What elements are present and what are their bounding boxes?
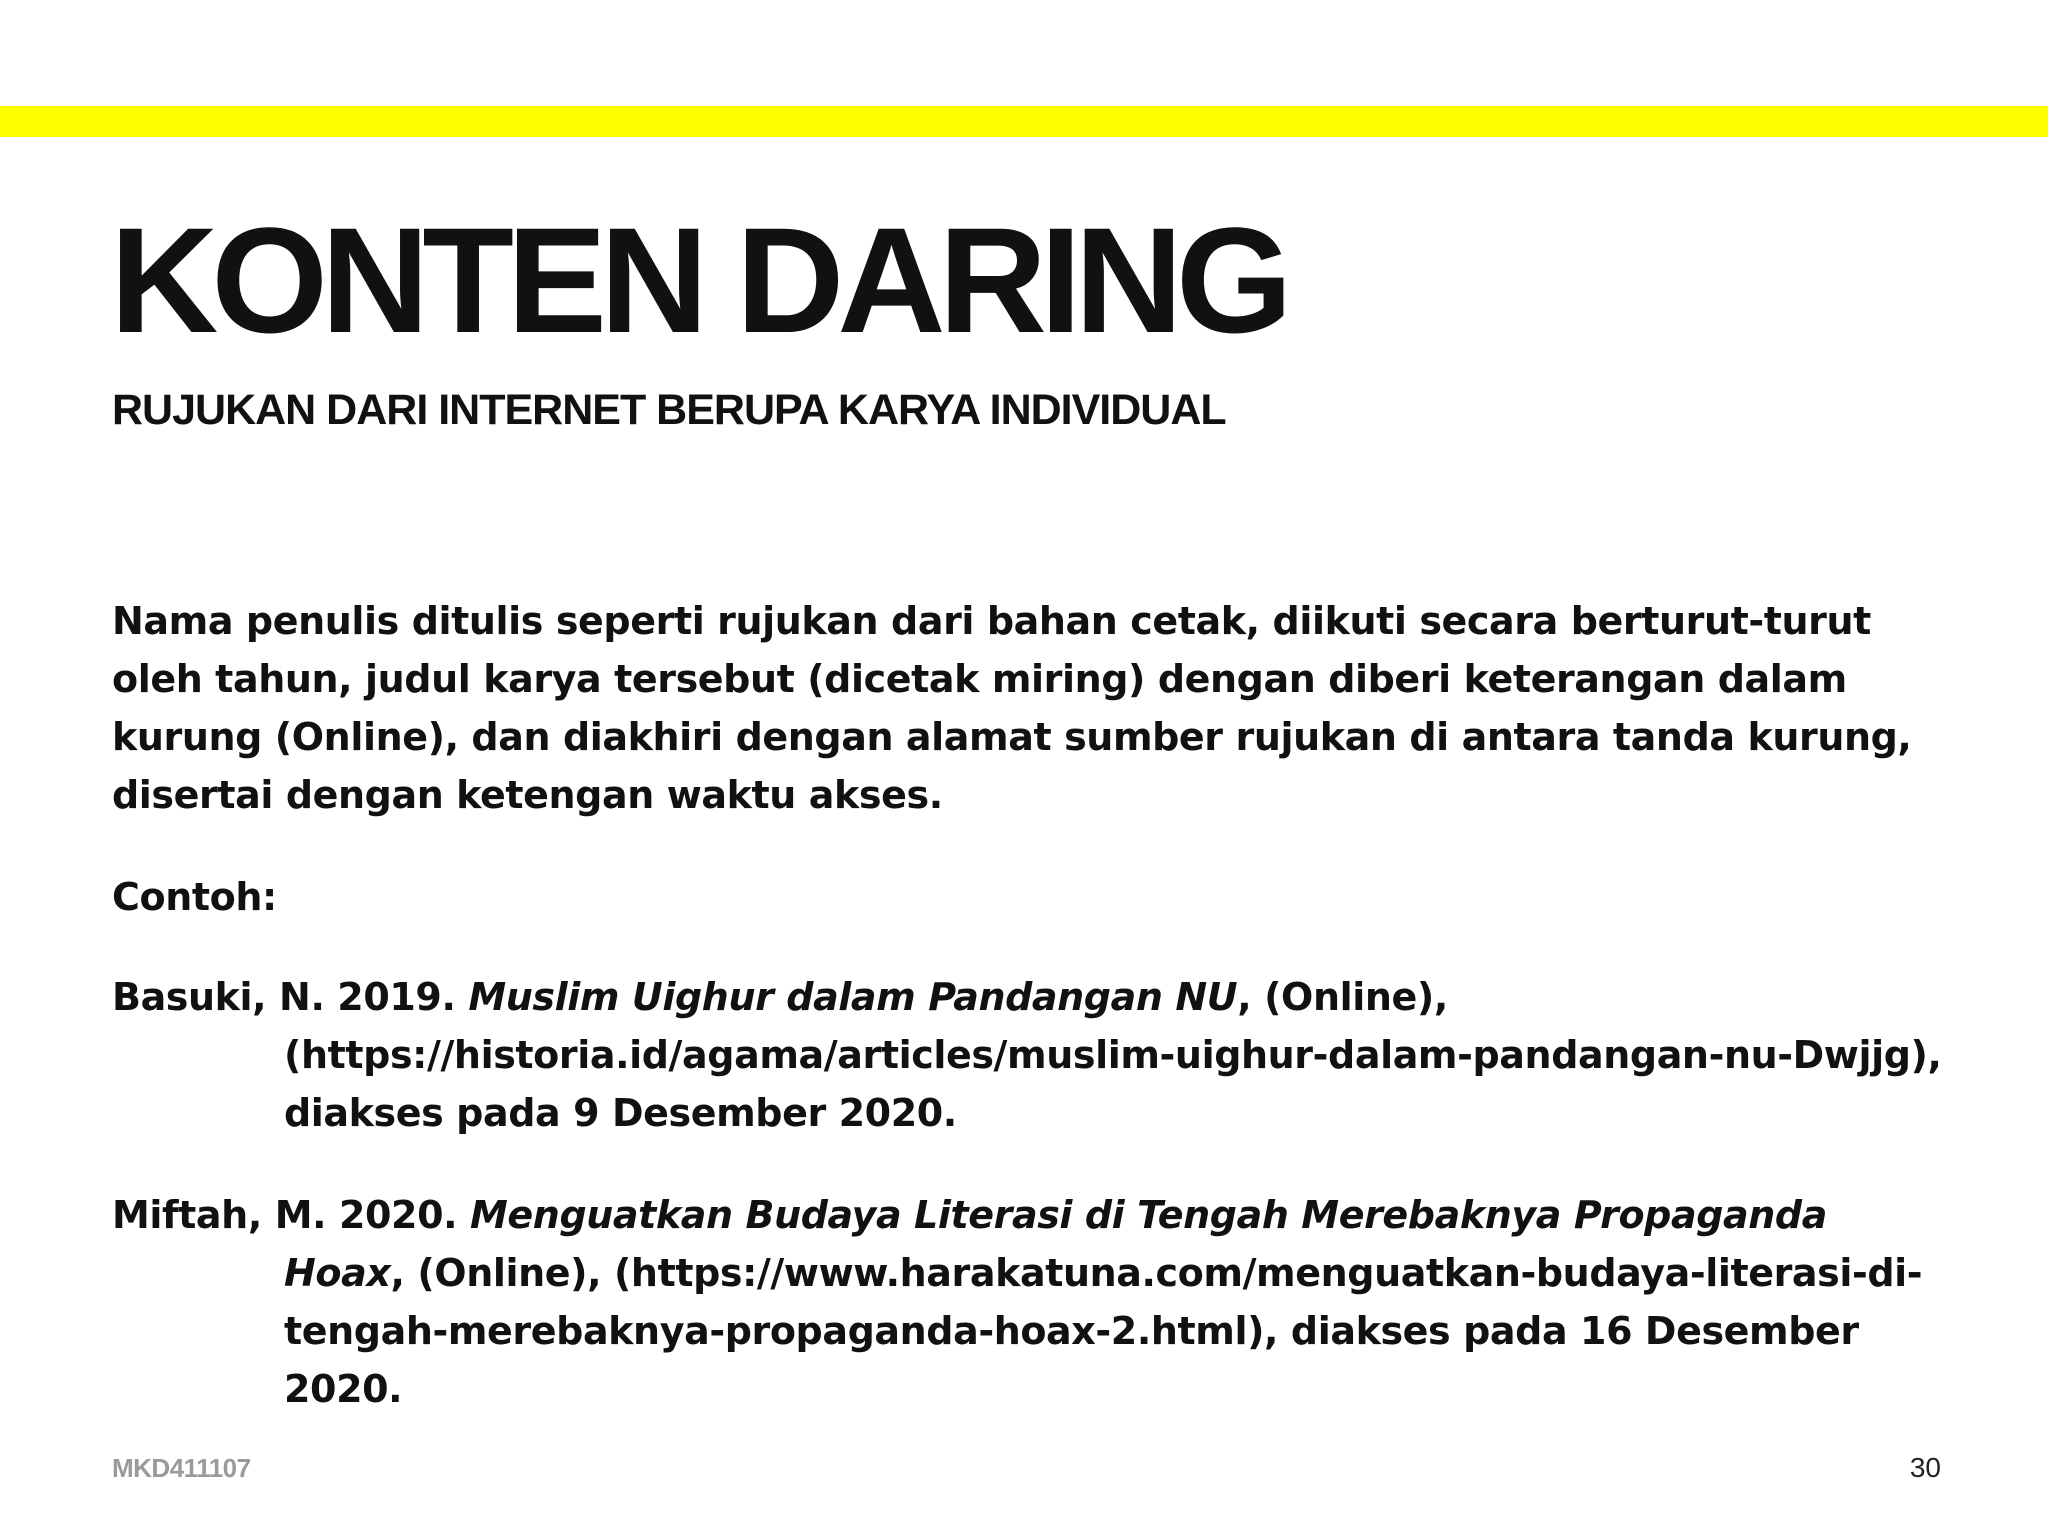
course-code: MKD411107: [112, 1453, 251, 1483]
body-paragraph: Nama penulis ditulis seperti rujukan dari bahan cetak, diikuti secara berturut-turut oleh tahun, judul karya tersebut (dicetak miring) dengan diberi keterangan dalam kurung (Online), dan diakhiri dengan alamat sumber rujukan di antara tanda kurung, disertai dengan ketengan waktu akses.: [112, 599, 1912, 817]
reference-author-year: Basuki, N. 2019.: [112, 975, 469, 1019]
reference-details: , (Online), (https://historia.id/agama/articles/muslim-uighur-dalam-pandangan-nu-Dwjjg), diakses pada 9 Desember 2020.: [284, 975, 1942, 1135]
slide-subtitle: RUJUKAN DARI INTERNET BERUPA KARYA INDIVIDUAL: [112, 386, 1226, 434]
reference-item: [112, 968, 1942, 1142]
example-label: Contoh:: [112, 875, 277, 919]
page-number: 30: [1909, 1452, 1941, 1483]
reference-details: , (Online), (https://www.harakatuna.com/menguatkan-budaya-literasi-di-tengah-merebaknya-propaganda-hoax-2.html), diakses pada 16 Desember 2020.: [284, 1251, 1923, 1411]
reference-title: Muslim Uighur dalam Pandangan NU: [468, 975, 1238, 1019]
reference-item: [112, 1186, 1942, 1418]
accent-bar: [0, 106, 2048, 137]
reference-title: Menguatkan Budaya Literasi di Tengah Merebaknya Propaganda Hoax: [284, 1193, 1827, 1295]
reference-author-year: Miftah, M. 2020.: [112, 1193, 471, 1237]
slide-title: KONTEN DARING: [110, 196, 1286, 364]
